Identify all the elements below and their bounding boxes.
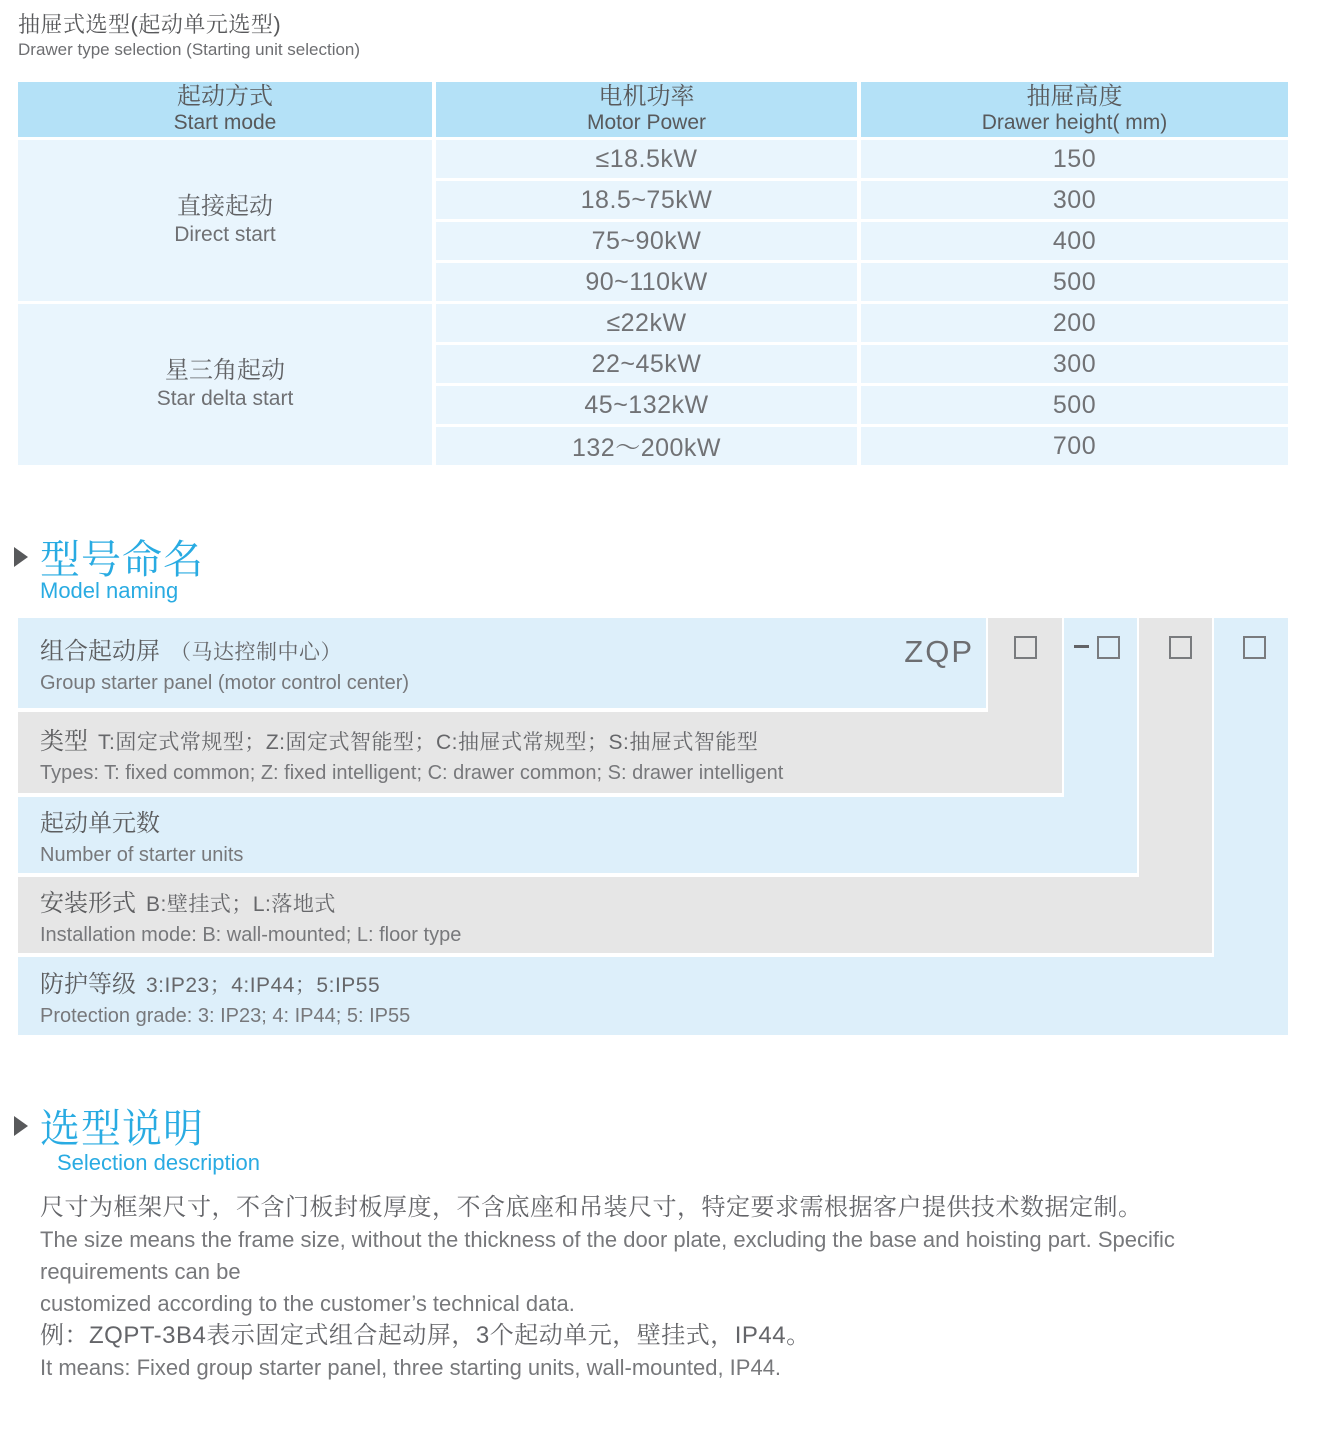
header-zh: 电机功率 xyxy=(598,82,695,110)
section-title-en: Model naming xyxy=(40,578,179,603)
header-zh: 抽屉高度 xyxy=(1026,82,1123,110)
desc-line: 尺寸为框架尺寸，不含门板封板厚度，不含底座和吊装尺寸，特定要求需根据客户提供技术数据定制。 xyxy=(40,1194,1143,1221)
row-label-en: Installation mode: B: wall-mounted; L: floor type xyxy=(40,924,462,946)
drawer-height-cell: 300 xyxy=(861,345,1288,383)
model-digit-box-units xyxy=(1097,636,1120,659)
group-cell-direct-start xyxy=(18,140,432,301)
model-code-label: ZQP xyxy=(904,634,974,669)
row-label-en: Protection grade: 3: IP23; 4: IP44; 5: IP55 xyxy=(40,1005,411,1027)
motor-power-cell: 18.5~75kW xyxy=(436,181,857,219)
ladder-column-protection xyxy=(1214,618,1288,1035)
section-arrow-icon xyxy=(14,1116,28,1136)
row-label-zh: 防护等级 3:IP23；4:IP44；5:IP55 xyxy=(40,971,381,998)
motor-power-cell: 75~90kW xyxy=(436,222,857,260)
drawer-height-cell: 500 xyxy=(861,263,1288,301)
model-row-installation-mode xyxy=(18,877,1212,953)
table-header-motor-power xyxy=(436,82,857,137)
row-label-zh: 组合起动屏 （马达控制中心） xyxy=(40,638,342,665)
drawer-height-cell: 300 xyxy=(861,181,1288,219)
group-en: Direct start xyxy=(174,223,276,247)
model-row-starter-units xyxy=(18,797,1137,873)
header-en: Drawer height( mm) xyxy=(981,111,1168,135)
group-zh: 直接起动 xyxy=(177,193,273,221)
desc-line: It means: Fixed group starter panel, three starting units, wall-mounted, IP44. xyxy=(40,1355,782,1380)
model-row-types xyxy=(18,712,1062,793)
group-zh: 星三角起动 xyxy=(165,357,285,385)
motor-power-cell: ≤22kW xyxy=(436,304,857,342)
group-cell-star-delta-start xyxy=(18,304,432,465)
desc-line: customized according to the customer’s technical data. xyxy=(40,1291,575,1316)
header-en: Start mode xyxy=(173,111,277,135)
drawer-height-cell: 400 xyxy=(861,222,1288,260)
model-digit-box-protection xyxy=(1243,636,1266,659)
model-naming-heading xyxy=(14,528,204,585)
group-en: Star delta start xyxy=(156,387,294,411)
selection-desc-heading xyxy=(14,1097,204,1154)
section-title-zh: 选型说明 xyxy=(40,1107,204,1151)
row-label-en: Types: T: fixed common; Z: fixed intelligent; C: drawer common; S: drawer intelligent xyxy=(40,761,784,784)
model-dash-icon xyxy=(1074,645,1089,648)
motor-power-cell: 132～200kW xyxy=(436,427,857,465)
header-zh: 起动方式 xyxy=(177,82,273,110)
motor-power-cell: 45~132kW xyxy=(436,386,857,424)
table-header-drawer-height xyxy=(861,82,1288,137)
table-header-start-mode xyxy=(18,82,432,137)
motor-power-cell: 90~110kW xyxy=(436,263,857,301)
motor-power-cell: 22~45kW xyxy=(436,345,857,383)
section-title-zh: 型号命名 xyxy=(40,538,204,582)
model-digit-box-type xyxy=(1014,636,1037,659)
section-title-en: Selection description xyxy=(57,1150,261,1175)
motor-power-cell: ≤18.5kW xyxy=(436,140,857,178)
model-row-protection-grade xyxy=(18,957,1288,1035)
drawer-height-cell: 700 xyxy=(861,427,1288,465)
page-title-zh: 抽屉式选型(起动单元选型) xyxy=(18,12,282,37)
desc-line: The size means the frame size, without the thickness of the door plate, excluding the base and hoisting part. Specific requirements can be xyxy=(40,1227,1175,1284)
row-label-zh: 安装形式 B:壁挂式；L:落地式 xyxy=(40,890,336,917)
section-arrow-icon xyxy=(14,547,28,567)
ladder-column-installation xyxy=(1139,618,1212,953)
row-label-zh: 类型 T:固定式常规型；Z:固定式智能型；C:抽屉式常规型；S:抽屉式智能型 xyxy=(40,727,759,755)
header-en: Motor Power xyxy=(586,111,707,135)
row-label-en: Number of starter units xyxy=(40,844,244,866)
drawer-height-cell: 200 xyxy=(861,304,1288,342)
model-digit-box-installation xyxy=(1169,636,1192,659)
drawer-height-cell: 500 xyxy=(861,386,1288,424)
desc-line: 例：ZQPT-3B4表示固定式组合起动屏，3个起动单元，壁挂式，IP44。 xyxy=(40,1322,811,1349)
model-naming-diagram xyxy=(18,618,1288,1035)
drawer-height-cell: 150 xyxy=(861,140,1288,178)
row-label-en: Group starter panel (motor control center) xyxy=(40,672,410,694)
selection-description-text xyxy=(40,1192,1292,1384)
row-label-zh: 起动单元数 xyxy=(40,810,160,837)
drawer-selection-table xyxy=(18,82,1288,465)
page-title-en: Drawer type selection (Starting unit selection) xyxy=(18,40,361,59)
